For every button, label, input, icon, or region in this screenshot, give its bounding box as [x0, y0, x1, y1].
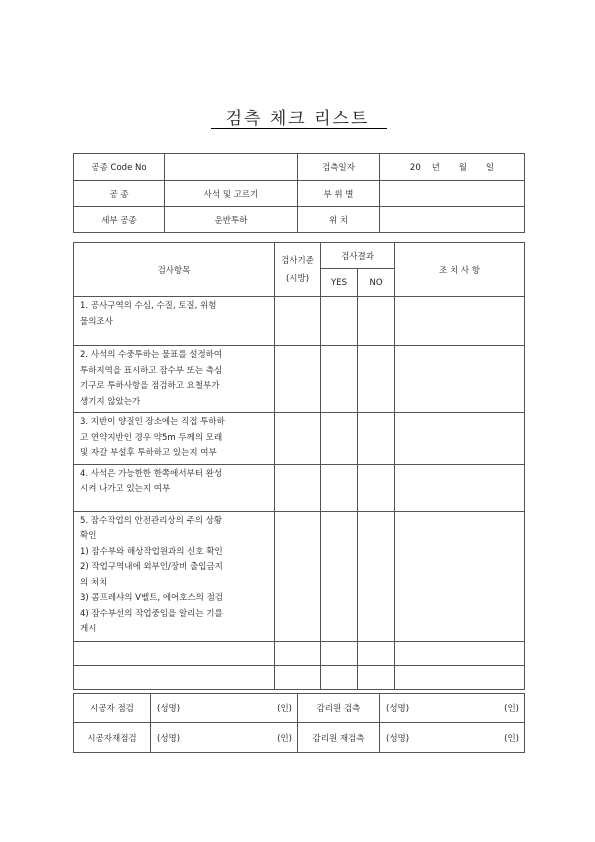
item-yes-cell[interactable] — [321, 464, 358, 511]
item-line: 의 처치 — [80, 577, 108, 588]
item-action-cell[interactable] — [395, 346, 525, 413]
seal-text: (인) — [277, 733, 292, 744]
item-standard-cell[interactable] — [275, 665, 321, 689]
item-line: 투하지역을 표시하고 잠수부 또는 측심 — [80, 365, 223, 376]
date-year: 20 — [409, 163, 421, 173]
item-line: 3. 지반이 양질인 장소에는 직접 투하하 — [80, 417, 225, 427]
item-line: 5. 잠수작업의 안전관리상의 주의 상황 — [80, 515, 223, 526]
item-line: 2) 작업구역내에 외부인/장비 출입금지 — [80, 562, 223, 572]
date-label: 검측일자 — [298, 154, 380, 181]
item-text-5 — [74, 511, 275, 641]
supervisor-reinspect-sign[interactable] — [380, 723, 525, 753]
item-line: 및 자갈 부설후 투하하고 있는지 여부 — [80, 448, 217, 458]
page-title: 검측 체크 리스트 — [225, 109, 370, 129]
item-text-6[interactable] — [74, 641, 275, 665]
item-yes-cell[interactable] — [321, 665, 358, 689]
sign-name-text: (성명) — [157, 733, 181, 744]
header-yes: YES — [321, 269, 358, 297]
date-value[interactable] — [380, 154, 525, 181]
item-action-cell[interactable] — [395, 641, 525, 665]
seal-text: (인) — [277, 704, 292, 714]
item-no-cell[interactable] — [358, 413, 395, 465]
item-action-cell[interactable] — [395, 413, 525, 465]
sign-name-text: (성명) — [386, 704, 410, 714]
item-text-4 — [74, 464, 275, 511]
sign-name-text: (성명) — [157, 704, 181, 714]
date-year-unit: 년 — [431, 163, 440, 173]
contractor-inspect-label: 시공자 점검 — [74, 694, 151, 723]
item-line: 확인 — [80, 531, 97, 541]
header-inspection-item: 검사항목 — [74, 243, 275, 297]
item-yes-cell[interactable] — [321, 346, 358, 413]
item-standard-cell[interactable] — [275, 413, 321, 465]
date-month-unit: 월 — [458, 163, 467, 173]
table-row — [74, 665, 525, 689]
info-table — [73, 153, 525, 233]
item-standard-cell[interactable] — [275, 297, 321, 346]
item-yes-cell[interactable] — [321, 413, 358, 465]
item-line: 3) 콤프레샤의 V벨트, 에어호스의 점검 — [80, 593, 224, 603]
contractor-inspect-sign[interactable] — [151, 694, 298, 723]
table-row — [74, 346, 525, 413]
item-yes-cell[interactable] — [321, 511, 358, 641]
item-yes-cell[interactable] — [321, 641, 358, 665]
location-label: 위 치 — [298, 207, 380, 233]
title-underline — [211, 128, 387, 129]
item-text-7[interactable] — [74, 665, 275, 689]
item-line: 4) 잠수부선의 작업중임을 알리는 기를 — [80, 608, 223, 619]
table-row — [74, 413, 525, 465]
supervisor-reinspect-label: 감리원 재검측 — [298, 723, 380, 753]
item-text-1 — [74, 297, 275, 346]
code-label: 공종 Code No — [74, 154, 165, 181]
signature-table — [73, 693, 525, 753]
item-line: 4. 사석은 가능한한 한쪽에서부터 완성 — [80, 468, 223, 479]
checklist-table — [73, 242, 525, 690]
item-standard-cell[interactable] — [275, 464, 321, 511]
supervisor-inspect-sign[interactable] — [380, 694, 525, 723]
table-row — [74, 511, 525, 641]
item-yes-cell[interactable] — [321, 297, 358, 346]
item-line: 생기지 않았는가 — [80, 396, 141, 407]
contractor-reinspect-sign[interactable] — [151, 723, 298, 753]
item-line: 2. 사석의 수중투하는 물표를 설정하여 — [80, 350, 223, 360]
date-day-unit: 일 — [485, 163, 495, 173]
item-no-cell[interactable] — [358, 511, 395, 641]
item-standard-cell[interactable] — [275, 511, 321, 641]
item-no-cell[interactable] — [358, 346, 395, 413]
item-text-3 — [74, 413, 275, 465]
contractor-reinspect-label: 시공자재점검 — [74, 723, 151, 753]
table-row — [74, 464, 525, 511]
item-text-2 — [74, 346, 275, 413]
header-standard-sub: (시방) — [285, 273, 310, 284]
header-action: 조 치 사 항 — [395, 243, 525, 297]
part-value[interactable] — [380, 181, 525, 207]
item-line: 1) 잠수부와 해상작업원과의 신호 확인 — [80, 546, 223, 557]
item-no-cell[interactable] — [358, 665, 395, 689]
table-row — [74, 297, 525, 346]
sign-name-text: (성명) — [386, 733, 410, 744]
header-standard-label: 검사기준 — [281, 255, 314, 266]
item-line: 게시 — [80, 624, 97, 634]
seal-text: (인) — [504, 733, 519, 744]
item-line: 1. 공사구역의 수심, 수질, 토질, 위험 — [80, 301, 217, 311]
detail-label: 세부 공종 — [74, 207, 165, 233]
supervisor-inspect-label: 감리원 검측 — [298, 694, 380, 723]
item-standard-cell[interactable] — [275, 641, 321, 665]
work-label: 공 종 — [74, 181, 165, 207]
item-action-cell[interactable] — [395, 464, 525, 511]
header-no: NO — [358, 269, 395, 297]
item-no-cell[interactable] — [358, 297, 395, 346]
header-standard — [275, 243, 321, 297]
work-value[interactable]: 사석 및 고르기 — [165, 181, 298, 207]
item-no-cell[interactable] — [358, 464, 395, 511]
part-label: 부 위 별 — [298, 181, 380, 207]
item-standard-cell[interactable] — [275, 346, 321, 413]
table-row — [74, 641, 525, 665]
item-action-cell[interactable] — [395, 297, 525, 346]
detail-value[interactable]: 운반투하 — [165, 207, 298, 233]
item-line: 고 연약지반인 경우 약5m 두께의 모래 — [80, 432, 223, 443]
header-result: 검사결과 — [321, 243, 395, 269]
item-no-cell[interactable] — [358, 641, 395, 665]
item-action-cell[interactable] — [395, 511, 525, 641]
item-line: 물의조사 — [80, 316, 113, 327]
item-action-cell[interactable] — [395, 665, 525, 689]
location-value[interactable] — [380, 207, 525, 233]
code-value[interactable] — [165, 154, 298, 181]
seal-text: (인) — [504, 704, 519, 714]
item-line: 시켜 나가고 있는지 여부 — [80, 484, 171, 494]
item-line: 기구로 투하사항을 점검하고 요철부가 — [80, 381, 220, 391]
